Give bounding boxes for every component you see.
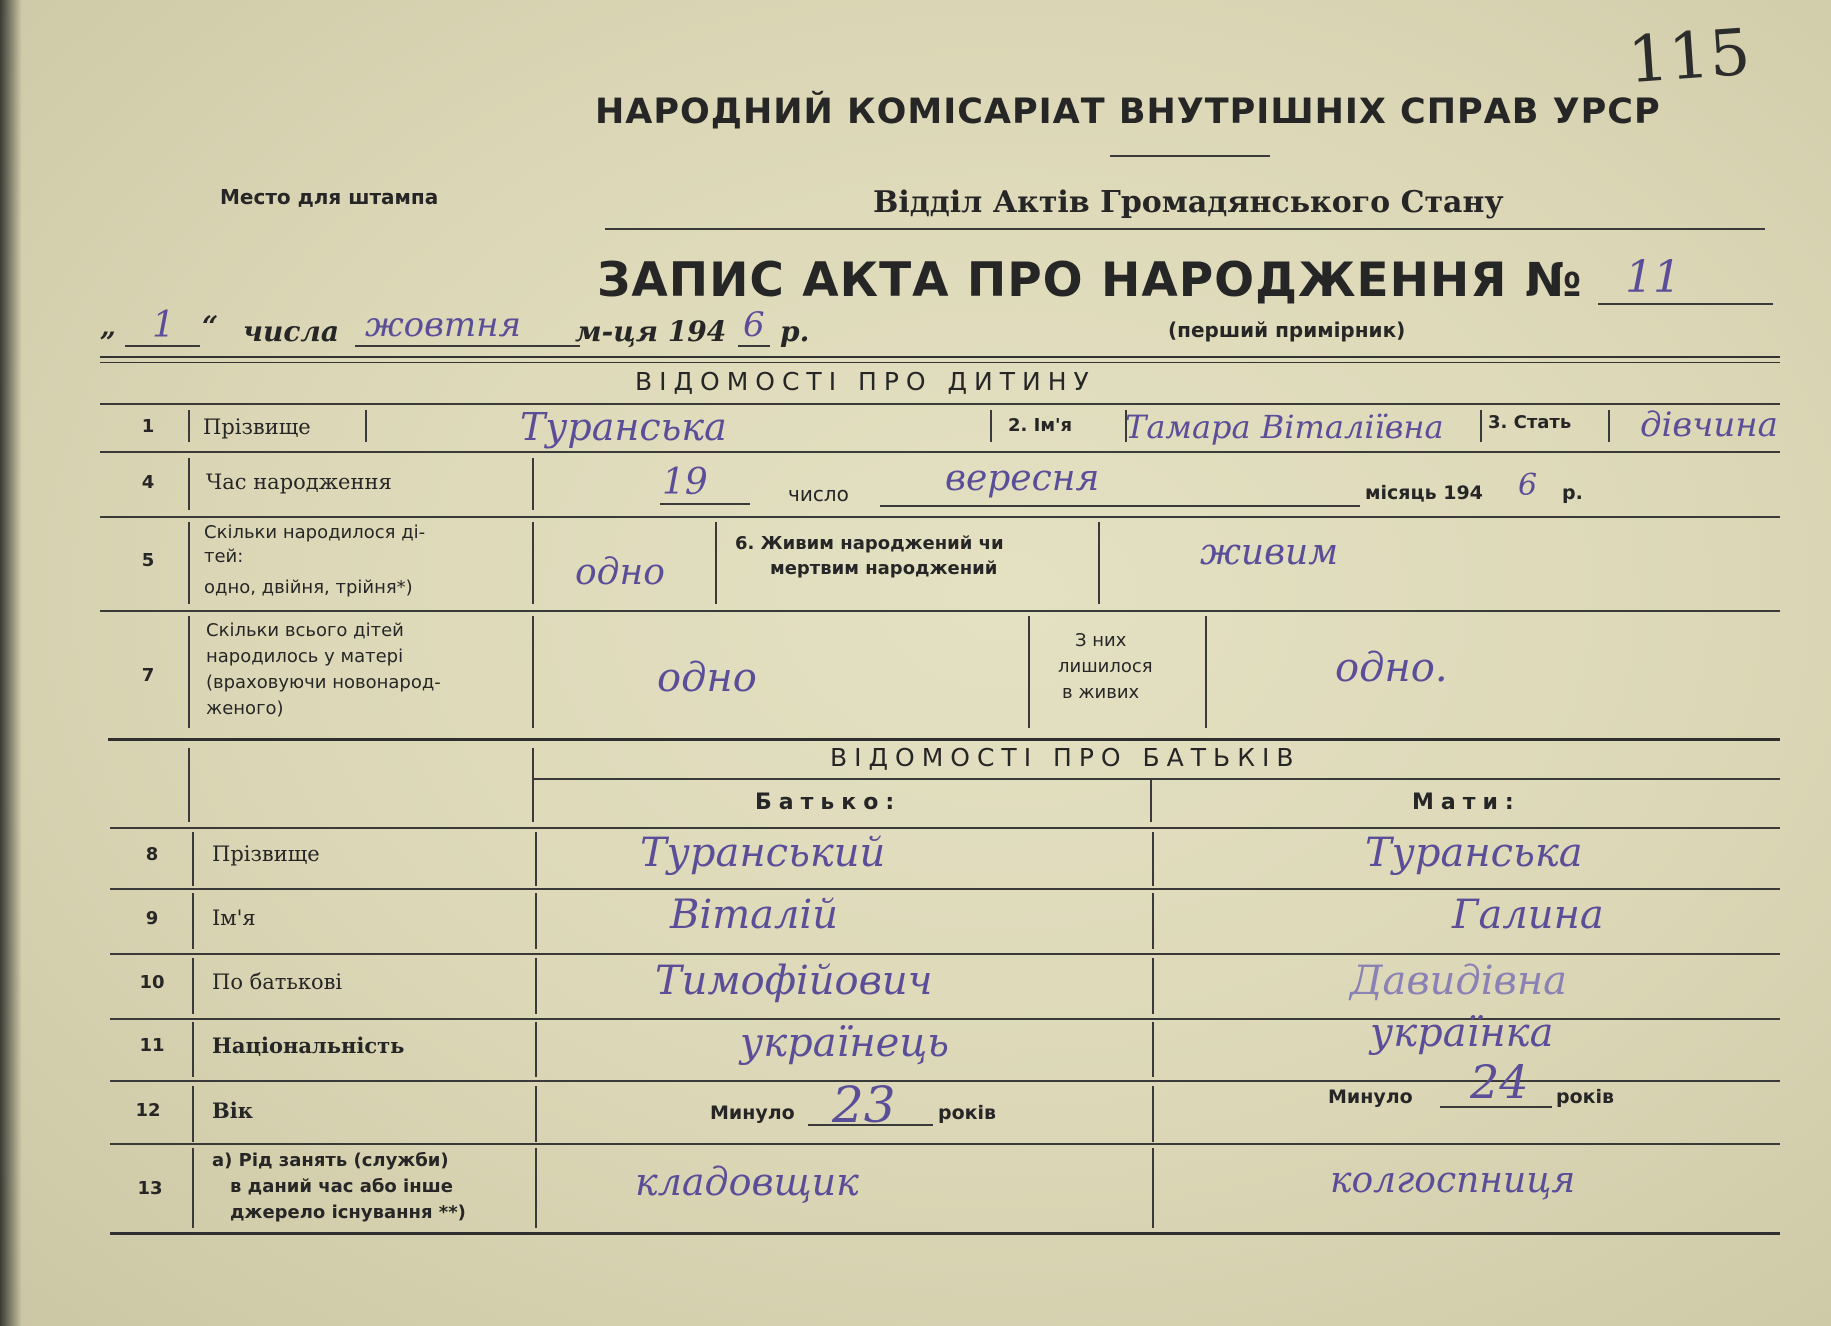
- alive-label-3: в живих: [1062, 682, 1140, 703]
- record-title: ЗАПИС АКТА ПРО НАРОДЖЕННЯ №: [597, 253, 1583, 308]
- father-patronymic: Тимофійович: [655, 958, 933, 1004]
- age-label: Вік: [212, 1098, 253, 1123]
- row-7-divider: [188, 616, 190, 728]
- row-11-divider-2: [535, 1022, 537, 1077]
- page-number: 115: [1625, 15, 1753, 99]
- row-8-divider-1: [192, 832, 194, 886]
- row-9-number: 9: [145, 908, 159, 929]
- copy-label: (перший примірник): [1168, 318, 1406, 342]
- child-heading-underline: [100, 403, 1780, 405]
- mother-age: 24: [1470, 1055, 1529, 1109]
- date-day: 1: [152, 305, 175, 346]
- row-5-divider-2: [532, 522, 534, 604]
- row-11-divider-3: [1152, 1022, 1154, 1077]
- row-9-divider-1: [192, 893, 194, 949]
- mother-occupation: колгоспниця: [1330, 1160, 1576, 1201]
- total-children-label-1: Скільки всього дітей: [206, 620, 404, 641]
- mother-age-passed-label: Минуло: [1328, 1086, 1413, 1108]
- department-title: Відділ Актів Громадянського Стану: [873, 185, 1504, 220]
- row-1-number: 1: [141, 416, 155, 437]
- record-number: 11: [1625, 252, 1681, 303]
- date-month-line: [355, 345, 580, 347]
- record-number-line: [1598, 303, 1773, 305]
- stamp-place-label: Место для штампа: [220, 185, 439, 209]
- row-1-divider-5: [1480, 410, 1482, 442]
- department-underline: [605, 228, 1765, 230]
- parents-label-divider: [532, 748, 534, 822]
- child-sex-value: дівчина: [1640, 405, 1778, 445]
- date-day-label: числа: [243, 315, 340, 348]
- row-7-divider-4: [1205, 616, 1207, 728]
- row-10-divider-2: [535, 958, 537, 1014]
- parent-patronymic-label: По батькові: [212, 970, 343, 994]
- date-month-suffix: м-ця 194: [575, 315, 727, 348]
- date-year-digit: 6: [743, 305, 765, 345]
- alive-value: одно.: [1335, 645, 1448, 691]
- birth-year-suffix: р.: [1562, 482, 1583, 504]
- children-born-label-1: Скільки народилося ді-: [204, 522, 426, 543]
- father-nationality: українець: [740, 1020, 950, 1066]
- mother-column-label: Мати:: [1412, 790, 1521, 815]
- father-age-line: [808, 1124, 933, 1126]
- row-10-divider-1: [192, 958, 194, 1014]
- row-12-divider-2: [535, 1086, 537, 1142]
- mother-age-line: [1440, 1106, 1552, 1108]
- row-4-divider-2: [532, 458, 534, 510]
- date-year-suffix: р.: [780, 315, 810, 348]
- mother-years-label: років: [1556, 1086, 1615, 1108]
- alive-label-1: З них: [1075, 630, 1127, 651]
- birth-month-value: вересня: [945, 458, 1100, 499]
- row-11-bottom: [110, 1080, 1780, 1082]
- row-9-bottom: [110, 953, 1780, 955]
- alive-label-2: лишилося: [1058, 656, 1153, 677]
- total-children-label-3: (враховуючи новонарод-: [206, 672, 441, 693]
- total-children-label-4: женого): [206, 698, 284, 719]
- row-9-divider-3: [1152, 893, 1154, 949]
- total-children-value: одно: [657, 655, 757, 701]
- parent-nationality-label: Національність: [212, 1033, 405, 1058]
- row-12-bottom: [110, 1143, 1780, 1145]
- parents-section-heading: ВІДОМОСТІ ПРО БАТЬКІВ: [830, 743, 1301, 772]
- mother-nationality: українка: [1370, 1010, 1554, 1056]
- row-5-bottom: [100, 610, 1780, 612]
- father-mother-divider-top: [1150, 780, 1152, 822]
- row-4-bottom: [100, 516, 1780, 518]
- birth-month-label: місяць 194: [1365, 482, 1483, 504]
- live-birth-label-1: 6. Живим народжений чи: [735, 533, 1004, 554]
- row-5-divider-4: [1098, 522, 1100, 604]
- parent-surname-label: Прізвище: [212, 842, 320, 866]
- birth-time-label: Час народження: [206, 470, 392, 494]
- birth-day-label: число: [788, 482, 849, 506]
- date-open-quote: „: [100, 310, 117, 343]
- row-13-number: 13: [137, 1178, 163, 1199]
- live-birth-value: живим: [1200, 532, 1339, 573]
- parents-heading-underline: [532, 778, 1780, 780]
- live-birth-label-2: мертвим народжений: [770, 558, 998, 579]
- date-year-line: [738, 345, 770, 347]
- father-age: 23: [832, 1076, 896, 1134]
- father-occupation: кладовщик: [635, 1160, 859, 1204]
- row-5-number: 5: [141, 550, 155, 571]
- ministry-title: НАРОДНИЙ КОМІСАРІАТ ВНУТРІШНІХ СПРАВ УРСР: [595, 92, 1661, 132]
- date-close-quote: “: [202, 310, 219, 343]
- row-8-divider-3: [1152, 832, 1154, 886]
- children-born-label-2: тей:: [204, 546, 244, 567]
- child-surname-label: Прізвище: [203, 415, 311, 439]
- row-8-bottom: [110, 888, 1780, 890]
- row-1-divider: [188, 410, 190, 442]
- form-bottom-rule: [110, 1232, 1780, 1235]
- father-surname: Туранський: [640, 830, 886, 876]
- mother-patronymic: Давидівна: [1350, 958, 1568, 1004]
- row-13-divider-2: [535, 1148, 537, 1228]
- child-name-label: 2. Ім'я: [1008, 415, 1073, 436]
- child-surname-value: Туранська: [520, 405, 727, 449]
- father-age-passed-label: Минуло: [710, 1102, 795, 1124]
- row-9-divider-2: [535, 893, 537, 949]
- row-12-divider-3: [1152, 1086, 1154, 1142]
- father-column-label: Батько:: [755, 790, 902, 815]
- section-divider-top: [100, 356, 1780, 363]
- child-name-value: Тамара Віталіївна: [1125, 408, 1444, 446]
- row-4-divider: [188, 458, 190, 510]
- father-name: Віталій: [670, 892, 838, 938]
- row-5-divider-3: [715, 522, 717, 604]
- parent-name-label: Ім'я: [212, 906, 256, 930]
- row-11-number: 11: [139, 1035, 165, 1056]
- row-5-divider: [188, 522, 190, 604]
- children-born-value: одно: [575, 552, 665, 593]
- row-8-number: 8: [145, 844, 159, 865]
- ministry-underline: [1110, 155, 1270, 157]
- date-day-line: [125, 345, 200, 347]
- child-sex-label: 3. Стать: [1488, 412, 1572, 433]
- row-1-divider-2: [365, 410, 367, 442]
- row-13-divider-1: [192, 1148, 194, 1228]
- child-section-bottom: [108, 738, 1780, 741]
- row-7-number: 7: [141, 665, 155, 686]
- row-11-divider-1: [192, 1022, 194, 1077]
- row-4-number: 4: [141, 472, 155, 493]
- date-month: жовтня: [365, 305, 522, 345]
- occupation-label-2: в даний час або інше: [230, 1176, 453, 1197]
- mother-name: Галина: [1452, 892, 1604, 938]
- birth-day-value: 19: [662, 462, 708, 503]
- occupation-label-1: а) Рід занять (служби): [212, 1150, 449, 1171]
- row-12-divider-1: [192, 1086, 194, 1142]
- row-8-divider-2: [535, 832, 537, 886]
- row-12-number: 12: [135, 1100, 161, 1121]
- parents-left-divider: [188, 748, 190, 822]
- row-10-divider-3: [1152, 958, 1154, 1014]
- mother-surname: Туранська: [1365, 830, 1583, 876]
- row-7-divider-2: [532, 616, 534, 728]
- row-7-divider-3: [1028, 616, 1030, 728]
- birth-month-line: [880, 505, 1360, 507]
- row-13-divider-3: [1152, 1148, 1154, 1228]
- birth-day-line: [660, 503, 750, 505]
- occupation-label-3: джерело існування **): [230, 1202, 466, 1223]
- row-1-divider-3: [990, 410, 992, 442]
- birth-year-digit: 6: [1518, 468, 1538, 503]
- total-children-label-2: народилось у матері: [206, 646, 404, 667]
- row-1-divider-6: [1608, 410, 1610, 442]
- children-born-label-3: одно, двійня, трійня*): [204, 577, 413, 598]
- row-1-bottom: [100, 451, 1780, 453]
- row-10-number: 10: [139, 972, 165, 993]
- parents-subheader-bottom: [110, 827, 1780, 829]
- father-years-label: років: [938, 1102, 997, 1124]
- child-section-heading: ВІДОМОСТІ ПРО ДИТИНУ: [635, 367, 1096, 396]
